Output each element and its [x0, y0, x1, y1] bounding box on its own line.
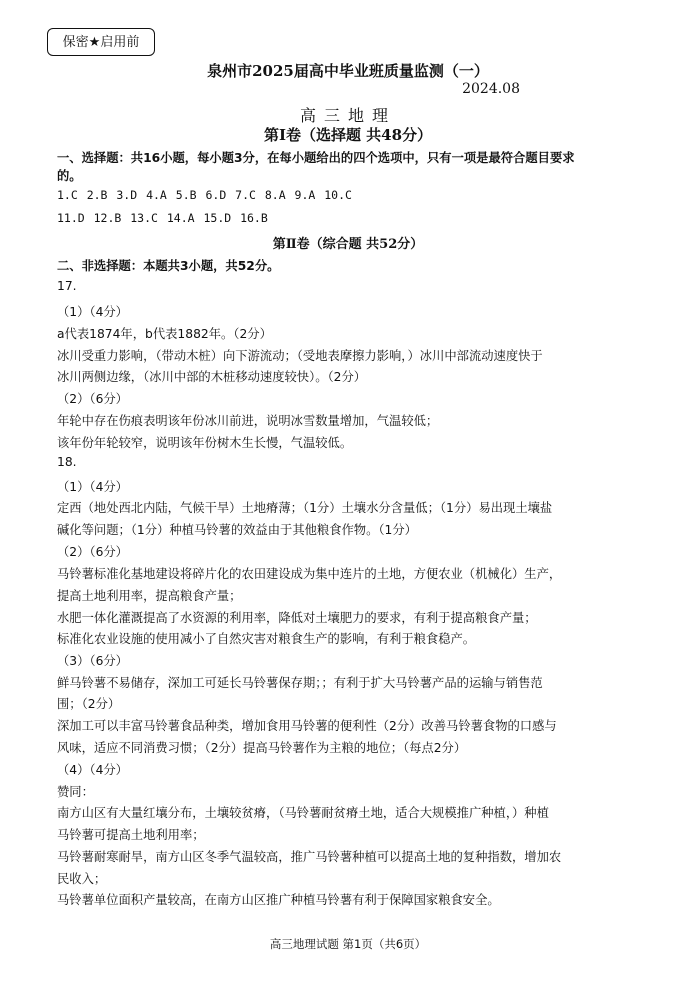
- answer-line: （4）（4分）: [57, 763, 128, 777]
- answer-line: （2）（6分）: [57, 545, 128, 559]
- part-2-heading: 二、非选择题：本题共3小题，共52分。: [57, 259, 280, 273]
- answer-line: 冰川两侧边缘，（冰川中部的木桩移动速度较快）。（2分）: [57, 370, 367, 384]
- answer-line: 17.: [57, 279, 77, 293]
- exam-date: 2024.08: [462, 81, 520, 97]
- answer-line: 民收入；: [57, 872, 107, 886]
- answer-line: 马铃薯标准化基地建设将碎片化的农田建设成为集中连片的土地，方便农业（机械化）生产，: [57, 567, 562, 581]
- answer-line: （2）（6分）: [57, 392, 128, 406]
- answer-line: 深加工可以丰富马铃薯食品种类，增加食用马铃薯的便利性（2分）改善马铃薯食物的口感与: [57, 719, 557, 733]
- answer-line: 18.: [57, 455, 77, 469]
- answer-line: 围；（2分）: [57, 697, 121, 711]
- answer-line: 碱化等问题；（1分）种植马铃薯的效益由于其他粮食作物。（1分）: [57, 523, 417, 537]
- answer-line: 风味，适应不同消费习惯；（2分）提高马铃薯作为主粮的地位；（每点2分）: [57, 741, 467, 755]
- part-1-heading: 一、选择题：共16小题，每小题3分，在每小题给出的四个选项中，只有一项是最符合题目要求: [57, 151, 575, 165]
- subject-heading: 高三地理: [299, 106, 396, 125]
- answer-line: （1）（4分）: [57, 480, 128, 494]
- answer-line: （1）（4分）: [57, 305, 128, 319]
- answer-line: 年轮中存在伤痕表明该年份冰川前进，说明冰雪数量增加，气温较低；: [57, 414, 439, 428]
- answer-line: 鲜马铃薯不易储存，深加工可延长马铃薯保存期；；有利于扩大马铃薯产品的运输与销售范: [57, 676, 543, 690]
- section-2-title: 第Ⅱ卷（综合题 共52分）: [272, 237, 424, 252]
- answer-line: 提高土地利用率，提高粮食产量；: [57, 589, 242, 603]
- answer-line: 水肥一体化灌溉提高了水资源的利用率，降低对土壤肥力的要求，有利于提高粮食产量；: [57, 611, 537, 625]
- answer-line: a代表1874年，b代表1882年。（2分）: [57, 327, 272, 341]
- answer-line: （3）（6分）: [57, 654, 128, 668]
- page-footer: 高三地理试题 第1页（共6页）: [269, 937, 427, 951]
- answer-line: 该年份年轮较窄，说明该年份树木生长慢，气温较低。: [57, 436, 353, 450]
- answer-line: 冰川受重力影响，（带动木桩）向下游流动；（受地表摩擦力影响，）冰川中部流动速度快于: [57, 349, 543, 363]
- answer-line: 赞同：: [57, 785, 94, 799]
- answer-line: 马铃薯单位面积产量较高，在南方山区推广种植马铃薯有利于保障国家粮食安全。: [57, 893, 500, 907]
- exam-title: 泉州市2025届高中毕业班质量监测（一）: [207, 62, 489, 80]
- part-1-heading-cont: 的。: [57, 169, 82, 183]
- section-1-title: 第Ⅰ卷（选择题 共48分）: [263, 126, 433, 144]
- confidential-badge: 保密★启用前: [47, 28, 155, 56]
- answer-line: 马铃薯耐寒耐旱，南方山区冬季气温较高，推广马铃薯种植可以提高土地的复种指数，增加农: [57, 850, 562, 864]
- answer-line: 马铃薯可提高土地利用率；: [57, 828, 205, 842]
- answer-line: 南方山区有大量红壤分布，土壤较贫瘠，（马铃薯耐贫瘠土地，适合大规模推广种植，）种植: [57, 806, 549, 820]
- answer-line: 标准化农业设施的使用减小了自然灾害对粮食生产的影响，有利于粮食稳产。: [57, 632, 476, 646]
- answers-row-2: 11.D 12.B 13.C 14.A 15.D 16.B: [57, 211, 268, 225]
- answers-row-1: 1.C 2.B 3.D 4.A 5.B 6.D 7.C 8.A 9.A 10.C: [57, 188, 352, 202]
- answer-line: 定西（地处西北内陆，气候干旱）土地瘠薄；（1分）土壤水分含量低；（1分）易出现土壤盐: [57, 501, 553, 515]
